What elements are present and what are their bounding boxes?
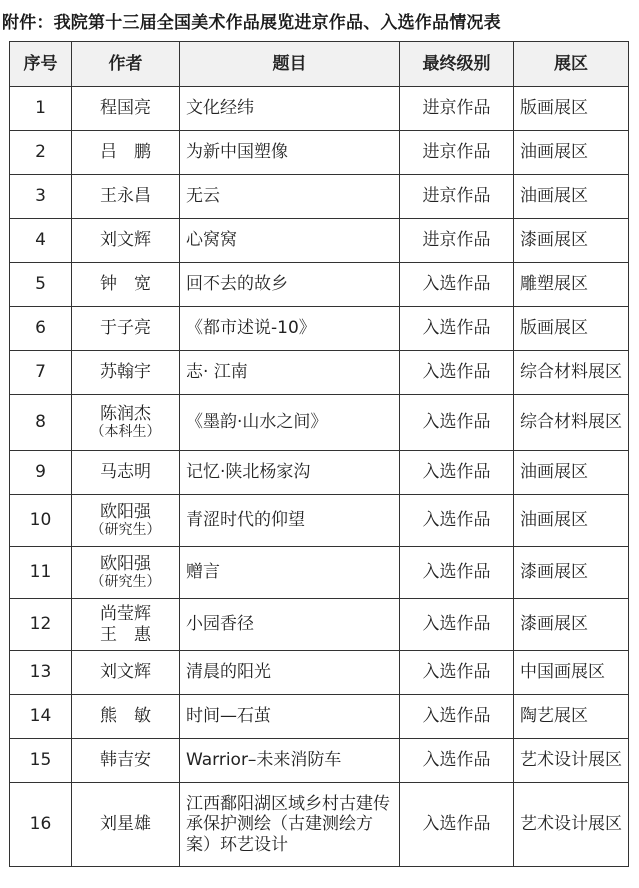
table-row (10, 263, 629, 307)
row-hall: 版画展区 (514, 87, 629, 131)
row-level: 进京作品 (400, 175, 514, 219)
row-author (72, 495, 180, 547)
row-author (72, 175, 180, 219)
table-row (10, 599, 629, 651)
row-index: 4 (10, 219, 72, 263)
header-title: 题目 (180, 42, 400, 87)
row-index: 11 (10, 547, 72, 599)
row-hall: 版画展区 (514, 307, 629, 351)
row-index: 1 (10, 87, 72, 131)
row-work-title: 清晨的阳光 (180, 651, 400, 695)
row-work-title: 为新中国塑像 (180, 131, 400, 175)
table-row (10, 87, 629, 131)
row-hall: 油画展区 (514, 451, 629, 495)
row-author (72, 307, 180, 351)
row-hall: 油画展区 (514, 495, 629, 547)
row-level: 入选作品 (400, 547, 514, 599)
row-work-title: 记忆·陕北杨家沟 (180, 451, 400, 495)
row-level: 入选作品 (400, 599, 514, 651)
row-work-title: 回不去的故乡 (180, 263, 400, 307)
header-level: 最终级别 (400, 42, 514, 87)
row-author (72, 351, 180, 395)
row-level: 入选作品 (400, 783, 514, 867)
author-name: 刘文辉 (100, 662, 151, 683)
table-row (10, 739, 629, 783)
row-author (72, 451, 180, 495)
row-index: 13 (10, 651, 72, 695)
row-work-title: 青涩时代的仰望 (180, 495, 400, 547)
author-name: 于子亮 (100, 318, 151, 339)
row-index: 10 (10, 495, 72, 547)
author-name: 钟 宽 (100, 274, 151, 295)
table-row (10, 351, 629, 395)
table-row (10, 307, 629, 351)
row-hall: 漆画展区 (514, 547, 629, 599)
row-level: 入选作品 (400, 739, 514, 783)
row-author (72, 783, 180, 867)
row-hall: 综合材料展区 (514, 351, 629, 395)
row-level: 入选作品 (400, 307, 514, 351)
header-hall: 展区 (514, 42, 629, 87)
author-name: 王永昌 (100, 186, 151, 207)
row-hall: 雕塑展区 (514, 263, 629, 307)
table-body (10, 87, 629, 867)
row-level: 入选作品 (400, 395, 514, 451)
row-index: 2 (10, 131, 72, 175)
author-note: 王 惠 (100, 624, 151, 645)
author-name: 韩吉安 (100, 750, 151, 771)
row-level: 进京作品 (400, 219, 514, 263)
row-level: 入选作品 (400, 351, 514, 395)
row-work-title: 江西鄱阳湖区域乡村古建传承保护测绘（古建测绘方案）环艺设计 (180, 783, 400, 867)
table-row (10, 783, 629, 867)
row-level: 入选作品 (400, 263, 514, 307)
row-work-title: 心窝窝 (180, 219, 400, 263)
table-row (10, 695, 629, 739)
row-author (72, 219, 180, 263)
row-author (72, 395, 180, 451)
row-level: 进京作品 (400, 131, 514, 175)
table-row (10, 131, 629, 175)
author-name: 马志明 (100, 462, 151, 483)
author-note: （研究生） (90, 574, 161, 591)
row-work-title: 时间—石茧 (180, 695, 400, 739)
table-row (10, 451, 629, 495)
row-hall: 漆画展区 (514, 219, 629, 263)
row-index: 7 (10, 351, 72, 395)
table-row (10, 495, 629, 547)
author-name: 吕 鹏 (100, 142, 151, 163)
row-index: 3 (10, 175, 72, 219)
table-row (10, 219, 629, 263)
table-row (10, 547, 629, 599)
table-row (10, 395, 629, 451)
row-author (72, 263, 180, 307)
row-hall: 艺术设计展区 (514, 783, 629, 867)
row-work-title: 赠言 (180, 547, 400, 599)
row-level: 入选作品 (400, 451, 514, 495)
row-level: 进京作品 (400, 87, 514, 131)
header-index: 序号 (10, 42, 72, 87)
row-author (72, 131, 180, 175)
row-author (72, 695, 180, 739)
author-note: （研究生） (90, 522, 161, 539)
row-work-title: 文化经纬 (180, 87, 400, 131)
row-level: 入选作品 (400, 495, 514, 547)
row-author (72, 87, 180, 131)
row-author (72, 739, 180, 783)
row-hall: 漆画展区 (514, 599, 629, 651)
author-name: 熊 敏 (100, 706, 151, 727)
author-name: 尚莹辉 (100, 604, 151, 625)
results-table (9, 41, 629, 867)
row-work-title: 《都市述说-10》 (180, 307, 400, 351)
author-name: 欧阳强 (100, 553, 151, 574)
author-name: 苏翰宇 (100, 362, 151, 383)
table-row (10, 651, 629, 695)
row-hall: 中国画展区 (514, 651, 629, 695)
document-title: 附件：我院第十三届全国美术作品展览进京作品、入选作品情况表 (2, 13, 501, 33)
row-author (72, 599, 180, 651)
row-index: 6 (10, 307, 72, 351)
row-hall: 综合材料展区 (514, 395, 629, 451)
row-author (72, 547, 180, 599)
row-index: 16 (10, 783, 72, 867)
header-row (10, 42, 629, 87)
row-index: 9 (10, 451, 72, 495)
row-index: 8 (10, 395, 72, 451)
row-index: 15 (10, 739, 72, 783)
row-level: 入选作品 (400, 695, 514, 739)
row-work-title: Warrior–未来消防车 (180, 739, 400, 783)
row-work-title: 小园香径 (180, 599, 400, 651)
row-hall: 陶艺展区 (514, 695, 629, 739)
row-level: 入选作品 (400, 651, 514, 695)
author-name: 程国亮 (100, 98, 151, 119)
table-header (10, 42, 629, 87)
row-index: 12 (10, 599, 72, 651)
row-index: 5 (10, 263, 72, 307)
row-work-title: 无云 (180, 175, 400, 219)
row-hall: 艺术设计展区 (514, 739, 629, 783)
row-work-title: 《墨韵·山水之间》 (180, 395, 400, 451)
row-hall: 油画展区 (514, 131, 629, 175)
row-author (72, 651, 180, 695)
author-name: 刘文辉 (100, 230, 151, 251)
row-hall: 油画展区 (514, 175, 629, 219)
header-author: 作者 (72, 42, 180, 87)
author-name: 刘星雄 (100, 814, 151, 835)
row-work-title: 志· 江南 (180, 351, 400, 395)
table-row (10, 175, 629, 219)
author-note: （本科生） (90, 424, 161, 441)
author-name: 陈润杰 (100, 403, 151, 424)
author-name: 欧阳强 (100, 501, 151, 522)
row-index: 14 (10, 695, 72, 739)
